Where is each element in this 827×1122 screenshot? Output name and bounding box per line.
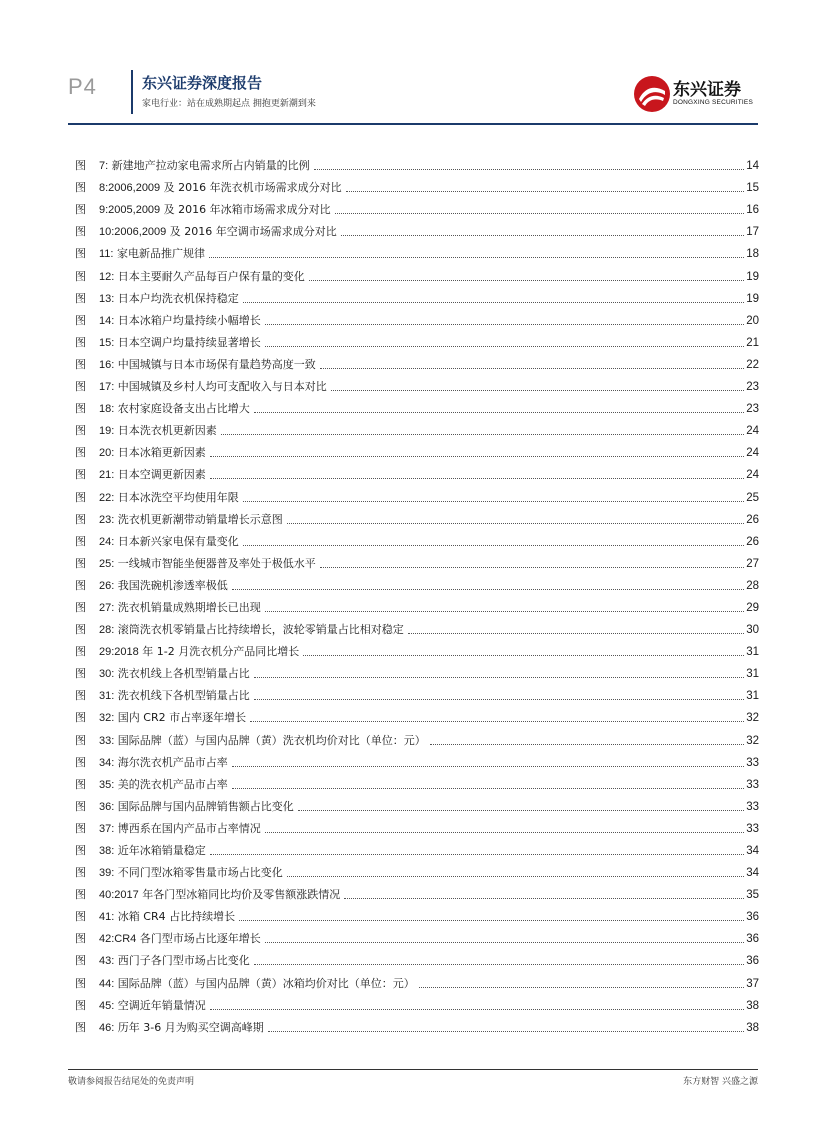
toc-figure-number: 18:: [99, 403, 115, 416]
toc-entry[interactable]: [75, 946, 759, 968]
toc-figure-title: 农村家庭设备支出占比增大: [117, 402, 250, 416]
toc-entry-label: [75, 999, 208, 1013]
toc-dot-leader: [287, 522, 744, 524]
toc-figure-title: 日本新兴家电保有量变化: [117, 534, 239, 548]
toc-dot-leader: [239, 919, 744, 921]
toc-figure-title: 中国城镇与日本市场保有量趋势高度一致: [117, 357, 316, 371]
toc-figure-number: 30:: [99, 668, 115, 681]
toc-figure-number: 35:: [99, 778, 115, 791]
toc-figure-title: 历年 3-6 月为购买空调高峰期: [117, 1020, 264, 1034]
toc-entry-label: [75, 932, 263, 946]
toc-entry[interactable]: [75, 615, 759, 637]
toc-figure-prefix: 图: [75, 335, 86, 349]
toc-figure-prefix: 图: [75, 998, 86, 1012]
toc-entry[interactable]: [75, 792, 759, 814]
toc-figure-prefix: 图: [75, 755, 86, 769]
toc-entry[interactable]: [75, 284, 759, 306]
header-rule: [68, 123, 758, 125]
toc-dot-leader: [265, 345, 744, 347]
toc-figure-prefix: 图: [75, 689, 86, 703]
toc-entry-label: [75, 270, 307, 284]
toc-figure-prefix: 图: [75, 402, 86, 416]
toc-dot-leader: [314, 168, 745, 170]
toc-entry[interactable]: [75, 703, 759, 725]
toc-figure-title: 年各门型冰箱同比均价及零售额涨跌情况: [142, 888, 341, 902]
toc-figure-number: 12:: [99, 270, 115, 283]
toc-figure-number: 9:2005,2009: [99, 204, 161, 217]
toc-figure-number: 14:: [99, 314, 115, 327]
toc-figure-title: 一线城市智能坐便器普及率处于极低水平: [117, 556, 316, 570]
toc-entry-label: [75, 358, 318, 372]
toc-figure-prefix: 图: [75, 821, 86, 835]
toc-figure-title: 日本主要耐久产品每百户保有量的变化: [117, 269, 305, 283]
toc-page-number: 37: [746, 977, 759, 990]
toc-entry[interactable]: [75, 770, 759, 792]
toc-figure-title: 博西系在国内产品市占率情况: [117, 821, 261, 835]
toc-figure-number: 28:: [99, 624, 115, 637]
toc-entry-label: [75, 977, 417, 991]
toc-figure-title: 日本空调户均量持续显著增长: [117, 335, 261, 349]
toc-entry[interactable]: [75, 549, 759, 571]
toc-entry-label: [75, 734, 428, 748]
toc-page-number: 18: [746, 248, 759, 261]
toc-page-number: 17: [746, 226, 759, 239]
toc-figure-title: 年 1-2 月洗衣机分产品同比增长: [142, 645, 300, 659]
toc-entry[interactable]: [75, 261, 759, 283]
toc-figure-prefix: 图: [75, 468, 86, 482]
toc-page-number: 24: [746, 425, 759, 438]
toc-figure-title: 洗衣机线上各机型销量占比: [117, 667, 250, 681]
toc-entry[interactable]: [75, 858, 759, 880]
toc-figure-title: 不同门型冰箱零售量市场占比变化: [117, 866, 283, 880]
toc-figure-title: 国内 CR2 市占率逐年增长: [117, 711, 247, 725]
toc-figure-prefix: 图: [75, 799, 86, 813]
toc-entry-label: [75, 888, 342, 902]
toc-figure-title: 滚筒洗衣机零销量占比持续增长，波轮零销量占比相对稳定: [117, 623, 404, 637]
footer-rule: [68, 1069, 758, 1070]
toc-page-number: 26: [746, 513, 759, 526]
toc-entry[interactable]: [75, 173, 759, 195]
toc-dot-leader: [210, 455, 744, 457]
toc-figure-title: 国际品牌（蓝）与国内品牌（黄）冰箱均价对比（单位：元）: [117, 976, 415, 990]
toc-entry[interactable]: [75, 748, 759, 770]
toc-entry-label: [75, 800, 296, 814]
toc-figure-prefix: 图: [75, 446, 86, 460]
toc-figure-number: 22:: [99, 491, 115, 504]
toc-figure-prefix: 图: [75, 159, 86, 173]
toc-entry-label: [75, 711, 248, 725]
toc-figure-title: 国际品牌与国内品牌销售额占比变化: [117, 799, 294, 813]
toc-page-number: 19: [746, 270, 759, 283]
toc-page-number: 16: [746, 204, 759, 217]
toc-page-number: 35: [746, 889, 759, 902]
toc-figure-title: 冰箱 CR4 占比持续增长: [117, 910, 236, 924]
disclaimer-note: 敬请参阅报告结尾处的免责声明: [68, 1077, 195, 1087]
toc-figure-number: 21:: [99, 469, 115, 482]
toc-entry[interactable]: [75, 505, 759, 527]
toc-page-number: 36: [746, 955, 759, 968]
toc-dot-leader: [265, 941, 744, 943]
toc-entry[interactable]: [75, 593, 759, 615]
toc-entry-label: [75, 203, 333, 217]
toc-figure-prefix: 图: [75, 269, 86, 283]
toc-entry-label: [75, 557, 318, 571]
toc-figure-title: 及 2016 年空调市场需求成分对比: [169, 225, 337, 239]
toc-page-number: 27: [746, 557, 759, 570]
toc-entry[interactable]: [75, 372, 759, 394]
toc-entry-label: [75, 424, 219, 438]
toc-entry[interactable]: [75, 1013, 759, 1035]
toc-figure-prefix: 图: [75, 976, 86, 990]
toc-page-number: 14: [746, 160, 759, 173]
toc-figure-title: 洗衣机销量成熟期增长已出现: [117, 600, 261, 614]
toc-figure-title: 新建地产拉动家电需求所占内销量的比例: [111, 159, 310, 173]
toc-dot-leader: [254, 698, 744, 700]
toc-dot-leader: [250, 720, 744, 722]
toc-dot-leader: [430, 743, 744, 745]
toc-dot-leader: [243, 500, 744, 502]
toc-page-number: 31: [746, 668, 759, 681]
toc-entry-label: [75, 292, 241, 306]
toc-page-number: 33: [746, 756, 759, 769]
toc-dot-leader: [419, 986, 744, 988]
toc-dot-leader: [232, 765, 744, 767]
toc-entry-label: [75, 468, 208, 482]
toc-entry-label: [75, 380, 329, 394]
toc-figure-prefix: 图: [75, 357, 86, 371]
toc-entry-label: [75, 579, 230, 593]
toc-page-number: 24: [746, 469, 759, 482]
logo-text-en: DONGXING SECURITIES: [673, 99, 754, 106]
toc-figure-prefix: 图: [75, 733, 86, 747]
toc-entry[interactable]: [75, 416, 759, 438]
toc-figure-number: 44:: [99, 977, 115, 990]
toc-dot-leader: [287, 875, 744, 877]
toc-figure-number: 37:: [99, 822, 115, 835]
toc-figure-prefix: 图: [75, 512, 86, 526]
toc-entry[interactable]: [75, 637, 759, 659]
toc-entry-label: [75, 159, 312, 173]
toc-dot-leader: [210, 477, 744, 479]
toc-figure-prefix: 图: [75, 711, 86, 725]
toc-page-number: 33: [746, 800, 759, 813]
toc-entry-label: [75, 247, 207, 261]
toc-figure-number: 17:: [99, 381, 115, 394]
toc-entry-label: [75, 402, 252, 416]
toc-dot-leader: [303, 654, 744, 656]
toc-figure-number: 38:: [99, 845, 115, 857]
toc-entry-label: [75, 446, 208, 460]
toc-figure-prefix: 图: [75, 534, 86, 548]
toc-entry[interactable]: [75, 217, 759, 239]
toc-page-number: 23: [746, 381, 759, 394]
toc-entry-label: [75, 910, 237, 924]
toc-entry[interactable]: [75, 924, 759, 946]
toc-figure-prefix: 图: [75, 667, 86, 681]
toc-dot-leader: [209, 256, 744, 258]
toc-figure-number: 24:: [99, 535, 115, 548]
toc-entry-label: [75, 513, 285, 527]
figure-list: [75, 151, 759, 1035]
toc-figure-number: 25:: [99, 557, 115, 570]
toc-figure-prefix: 图: [75, 490, 86, 504]
logo-text: 东兴证券: [673, 80, 741, 100]
toc-page-number: 19: [746, 292, 759, 305]
logo-mark-icon: [633, 75, 671, 113]
toc-page-number: 26: [746, 535, 759, 548]
toc-figure-number: 13:: [99, 292, 115, 305]
toc-entry-label: [75, 601, 263, 615]
toc-dot-leader: [232, 787, 744, 789]
toc-entry[interactable]: [75, 306, 759, 328]
toc-entry[interactable]: [75, 725, 759, 747]
toc-figure-number: 34:: [99, 756, 115, 769]
toc-entry-label: [75, 1021, 266, 1035]
toc-page-number: 23: [746, 403, 759, 416]
toc-figure-number: 32:: [99, 712, 115, 725]
toc-entry-label: [75, 491, 241, 505]
toc-entry[interactable]: [75, 460, 759, 482]
toc-page-number: 34: [746, 867, 759, 880]
toc-entry[interactable]: [75, 659, 759, 681]
toc-page-number: 38: [746, 999, 759, 1012]
toc-entry[interactable]: [75, 681, 759, 703]
toc-entry[interactable]: [75, 991, 759, 1013]
toc-page-number: 33: [746, 822, 759, 835]
toc-entry-label: [75, 778, 230, 792]
toc-entry[interactable]: [75, 527, 759, 549]
toc-figure-prefix: 图: [75, 181, 86, 195]
toc-figure-number: 20:: [99, 447, 115, 460]
toc-entry-label: [75, 689, 252, 703]
toc-dot-leader: [320, 367, 744, 369]
page-header: [0, 0, 827, 130]
toc-figure-prefix: 图: [75, 424, 86, 438]
toc-entry-label: [75, 667, 252, 681]
toc-figure-prefix: 图: [75, 291, 86, 305]
toc-entry-label: [75, 756, 230, 770]
toc-dot-leader: [298, 809, 744, 811]
toc-figure-title: 西门子各门型市场占比变化: [117, 954, 250, 968]
toc-entry[interactable]: [75, 151, 759, 173]
toc-figure-title: 洗衣机更新潮带动销量增长示意图: [117, 512, 283, 526]
toc-figure-title: 海尔洗衣机产品市占率: [117, 755, 228, 769]
toc-figure-prefix: 图: [75, 380, 86, 394]
toc-page-number: 24: [746, 447, 759, 460]
toc-entry[interactable]: [75, 328, 759, 350]
toc-page-number: 31: [746, 690, 759, 703]
toc-figure-number: 11:: [99, 248, 114, 261]
toc-entry[interactable]: [75, 571, 759, 593]
page-number: P4: [68, 74, 97, 99]
toc-entry[interactable]: [75, 394, 759, 416]
toc-dot-leader: [210, 1008, 744, 1010]
toc-figure-title: 家电新品推广规律: [116, 247, 205, 261]
toc-entry-label: [75, 954, 252, 968]
toc-dot-leader: [243, 544, 744, 546]
toc-figure-prefix: 图: [75, 578, 86, 592]
toc-page-number: 32: [746, 712, 759, 725]
toc-page-number: 31: [746, 646, 759, 659]
toc-figure-number: 16:: [99, 358, 115, 371]
toc-figure-number: 42:CR4: [99, 933, 137, 946]
header-divider: [131, 70, 133, 114]
toc-figure-number: 40:2017: [99, 889, 139, 902]
toc-figure-title: 洗衣机线下各机型销量占比: [117, 689, 250, 703]
toc-figure-number: 36:: [99, 800, 115, 813]
toc-dot-leader: [331, 389, 744, 391]
toc-figure-number: 45:: [99, 999, 115, 1012]
toc-entry-label: [75, 623, 406, 637]
toc-figure-title: 美的洗衣机产品市占率: [117, 777, 228, 791]
toc-dot-leader: [254, 676, 744, 678]
toc-figure-number: 46:: [99, 1021, 115, 1034]
toc-figure-prefix: 图: [75, 888, 86, 902]
toc-figure-title: 中国城镇及乡村人均可支配收入与日本对比: [117, 380, 327, 394]
toc-entry-label: [75, 822, 263, 836]
toc-figure-prefix: 图: [75, 866, 86, 880]
toc-entry[interactable]: [75, 880, 759, 902]
toc-figure-number: 41:: [99, 911, 115, 924]
toc-entry[interactable]: [75, 814, 759, 836]
toc-dot-leader: [254, 411, 744, 413]
toc-entry[interactable]: [75, 350, 759, 372]
toc-dot-leader: [265, 323, 744, 325]
toc-figure-prefix: 图: [75, 225, 86, 239]
toc-figure-prefix: 图: [75, 600, 86, 614]
toc-dot-leader: [341, 234, 744, 236]
footer-slogan: 东方财智 兴盛之源: [683, 1077, 758, 1087]
toc-dot-leader: [268, 1030, 744, 1032]
toc-figure-title: 日本户均洗衣机保持稳定: [117, 291, 239, 305]
toc-page-number: 32: [746, 734, 759, 747]
toc-figure-number: 19:: [99, 425, 115, 438]
toc-dot-leader: [265, 610, 744, 612]
toc-page-number: 36: [746, 933, 759, 946]
toc-figure-prefix: 图: [75, 203, 86, 217]
toc-figure-prefix: 图: [75, 910, 86, 924]
toc-page-number: 22: [746, 358, 759, 371]
toc-figure-title: 日本洗衣机更新因素: [117, 424, 217, 438]
report-subtitle: 家电行业：站在成熟期起点 拥抱更新潮到来: [142, 99, 316, 109]
toc-figure-number: 23:: [99, 513, 115, 526]
toc-entry-label: [75, 866, 285, 880]
toc-dot-leader: [320, 566, 744, 568]
toc-entry-label: [75, 314, 263, 328]
toc-page-number: 30: [746, 624, 759, 637]
toc-dot-leader: [232, 588, 744, 590]
toc-dot-leader: [309, 279, 744, 281]
toc-dot-leader: [344, 897, 744, 899]
toc-figure-number: 31:: [99, 690, 115, 703]
toc-figure-prefix: 图: [75, 247, 86, 261]
toc-figure-title: 近年冰箱销量稳定: [117, 844, 206, 857]
toc-figure-number: 26:: [99, 579, 115, 592]
toc-page-number: 21: [746, 336, 759, 349]
toc-entry-label: [75, 645, 301, 659]
toc-figure-prefix: 图: [75, 556, 86, 570]
toc-entry[interactable]: [75, 438, 759, 460]
toc-figure-title: 空调近年销量情况: [117, 998, 206, 1012]
toc-figure-prefix: 图: [75, 932, 86, 946]
toc-dot-leader: [210, 853, 744, 855]
toc-figure-number: 8:2006,2009: [99, 182, 161, 195]
toc-page-number: 34: [746, 845, 759, 857]
toc-entry-label: [75, 535, 241, 549]
toc-entry-label: [75, 844, 208, 858]
toc-figure-number: 33:: [99, 734, 115, 747]
toc-entry[interactable]: [75, 836, 759, 858]
toc-figure-number: 7:: [99, 160, 109, 173]
toc-dot-leader: [243, 301, 744, 303]
toc-figure-title: 各门型市场占比逐年增长: [139, 932, 261, 946]
toc-entry-label: [75, 181, 344, 195]
toc-figure-prefix: 图: [75, 844, 86, 857]
toc-page-number: 38: [746, 1021, 759, 1034]
toc-figure-title: 日本冰箱户均量持续小幅增长: [117, 313, 261, 327]
toc-figure-title: 我国洗碗机渗透率极低: [117, 578, 228, 592]
toc-figure-prefix: 图: [75, 313, 86, 327]
toc-page-number: 20: [746, 314, 759, 327]
toc-dot-leader: [254, 963, 744, 965]
toc-figure-prefix: 图: [75, 954, 86, 968]
toc-figure-prefix: 图: [75, 645, 86, 659]
toc-entry[interactable]: [75, 195, 759, 217]
toc-entry[interactable]: [75, 968, 759, 990]
toc-page-number: 33: [746, 778, 759, 791]
toc-figure-number: 27:: [99, 601, 115, 614]
toc-figure-prefix: 图: [75, 623, 86, 637]
toc-page-number: 15: [746, 182, 759, 195]
toc-figure-title: 日本冰洗空平均使用年限: [117, 490, 239, 504]
toc-entry-label: [75, 225, 339, 239]
toc-figure-title: 日本冰箱更新因素: [117, 446, 206, 460]
company-logo: [633, 73, 763, 115]
toc-figure-number: 15:: [99, 336, 115, 349]
toc-figure-number: 10:2006,2009: [99, 226, 167, 239]
toc-entry[interactable]: [75, 482, 759, 504]
toc-entry-label: [75, 336, 263, 350]
toc-figure-title: 及 2016 年洗衣机市场需求成分对比: [163, 181, 342, 195]
toc-entry[interactable]: [75, 239, 759, 261]
toc-page-number: 29: [746, 601, 759, 614]
toc-figure-number: 39:: [99, 867, 115, 880]
toc-dot-leader: [265, 831, 744, 833]
toc-entry[interactable]: [75, 902, 759, 924]
toc-figure-number: 43:: [99, 955, 115, 968]
toc-figure-number: 29:2018: [99, 646, 139, 659]
toc-figure-prefix: 图: [75, 777, 86, 791]
toc-dot-leader: [221, 433, 744, 435]
toc-page-number: 36: [746, 911, 759, 924]
toc-figure-prefix: 图: [75, 1020, 86, 1034]
report-title: 东兴证券深度报告: [142, 74, 263, 92]
toc-dot-leader: [408, 632, 744, 634]
toc-figure-title: 日本空调更新因素: [117, 468, 206, 482]
toc-dot-leader: [335, 212, 745, 214]
toc-page-number: 28: [746, 579, 759, 592]
toc-figure-title: 及 2016 年冰箱市场需求成分对比: [163, 203, 331, 217]
toc-dot-leader: [346, 190, 745, 192]
toc-figure-title: 国际品牌（蓝）与国内品牌（黄）洗衣机均价对比（单位：元）: [117, 733, 426, 747]
toc-page-number: 25: [746, 491, 759, 504]
